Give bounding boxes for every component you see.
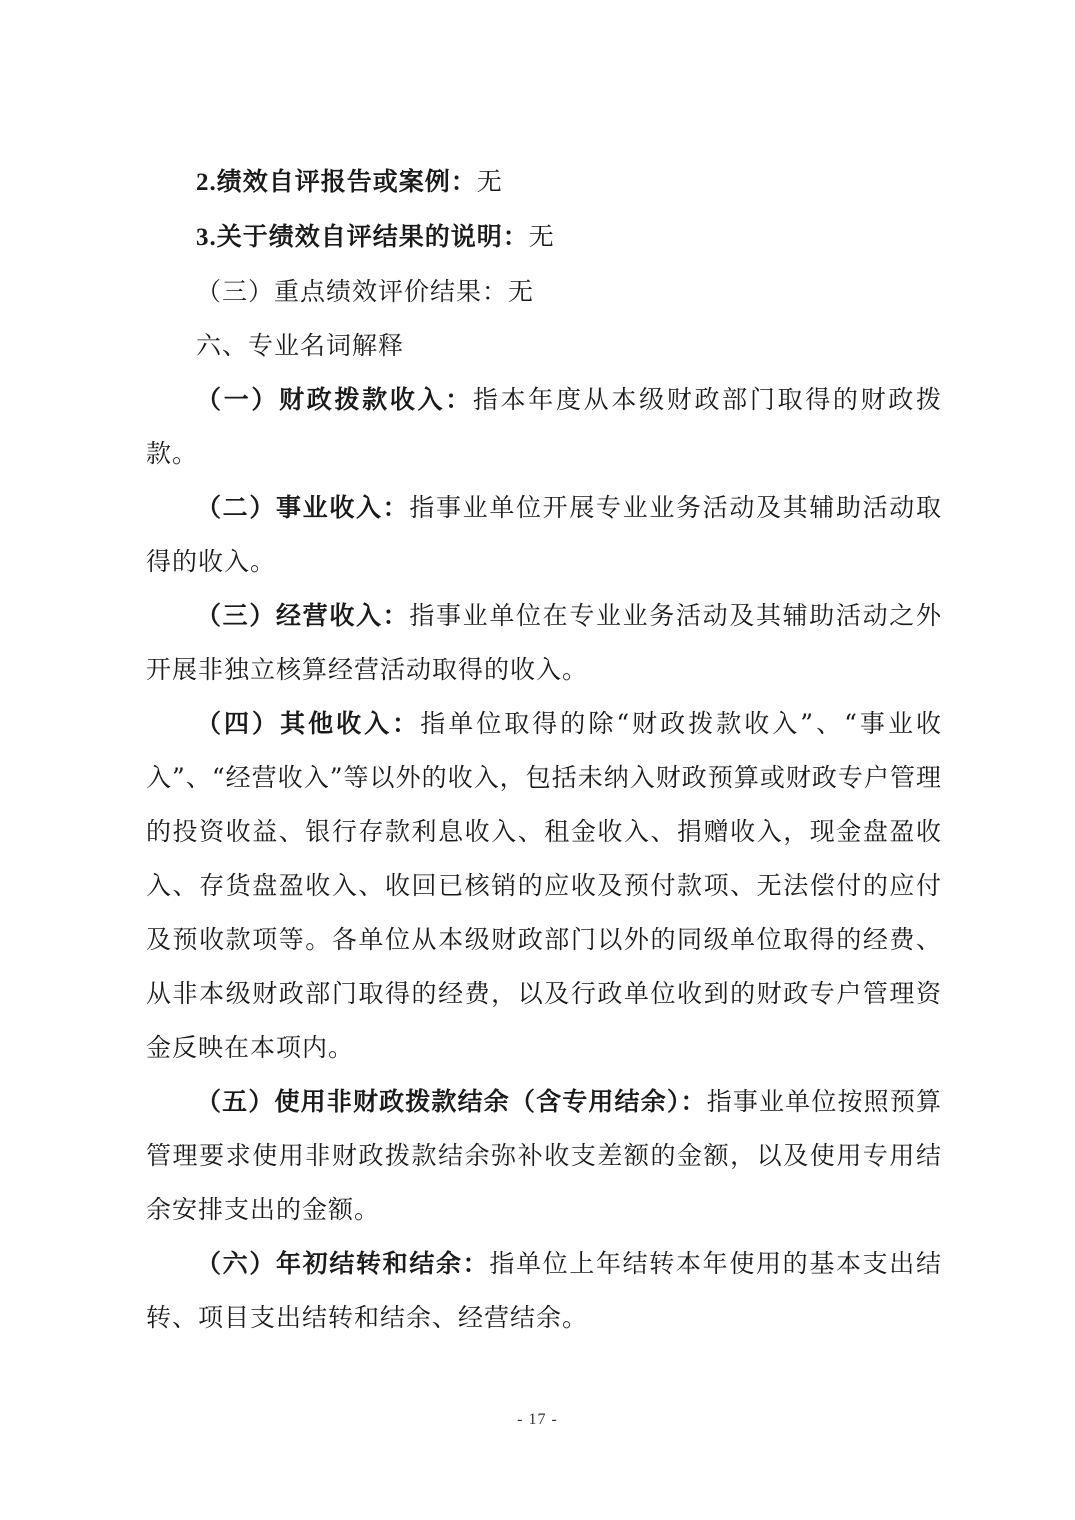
paragraph-key-evaluation — [146, 265, 942, 319]
item-2-text: 无 — [476, 167, 503, 196]
document-body — [146, 155, 942, 1345]
term-4-heading: （四）其他收入： — [196, 709, 421, 738]
term-opening-carryover — [146, 1237, 942, 1345]
term-4-text: 指单位取得的除“财政拨款收入”、“事业收入”、“经营收入”等以外的收入，包括未纳入财政预算或财政专户管理的投资收益、银行存款利息收入、租金收入、捐赠收入，现金盘盈收入、存货盘盈收入、收回已核销的应收及预付款项、无法偿付的应付及预收款项等。各单位从本级财政部门以外的同级单位取得的经费、从非本级财政部门取得的经费，以及行政单位收到的财政专户管理资金反映在本项内。 — [146, 709, 942, 1062]
term-operating-income — [146, 589, 942, 697]
term-3-text: 指事业单位在专业业务活动及其辅助活动之外开展非独立核算经营活动取得的收入。 — [146, 601, 942, 684]
term-1-heading: （一）财政拨款收入： — [196, 385, 473, 414]
key-evaluation-text: （三）重点绩效评价结果：无 — [196, 277, 535, 306]
term-business-income — [146, 481, 942, 589]
term-3-heading: （三）经营收入： — [196, 601, 410, 630]
term-2-text: 指事业单位开展专业业务活动及其辅助活动取得的收入。 — [146, 493, 942, 576]
term-6-heading: （六）年初结转和结余： — [196, 1249, 490, 1278]
item-3-text: 无 — [528, 222, 555, 251]
term-other-income — [146, 697, 942, 1075]
section-heading-text: 六、专业名词解释 — [196, 331, 405, 360]
term-6-text: 指单位上年结转本年使用的基本支出结转、项目支出结转和结余、经营结余。 — [146, 1249, 942, 1332]
paragraph-performance-result-note — [146, 210, 942, 265]
section-heading-terms — [146, 319, 942, 373]
item-2-heading: 2.绩效自评报告或案例： — [196, 169, 477, 196]
page-number: - 17 - — [517, 1411, 558, 1428]
term-5-text: 指事业单位按照预算管理要求使用非财政拨款结余弥补收支差额的金额，以及使用专用结余安排支出的金额。 — [146, 1087, 942, 1224]
term-non-fiscal-surplus-use — [146, 1075, 942, 1237]
term-2-heading: （二）事业收入： — [196, 493, 410, 522]
term-fiscal-appropriation-income — [146, 373, 942, 481]
term-1-text: 指本年度从本级财政部门取得的财政拨款。 — [146, 385, 942, 468]
paragraph-performance-report — [146, 155, 942, 210]
item-3-heading: 3.关于绩效自评结果的说明： — [196, 224, 529, 251]
term-5-heading: （五）使用非财政拨款结余（含专用结余）： — [196, 1087, 707, 1116]
